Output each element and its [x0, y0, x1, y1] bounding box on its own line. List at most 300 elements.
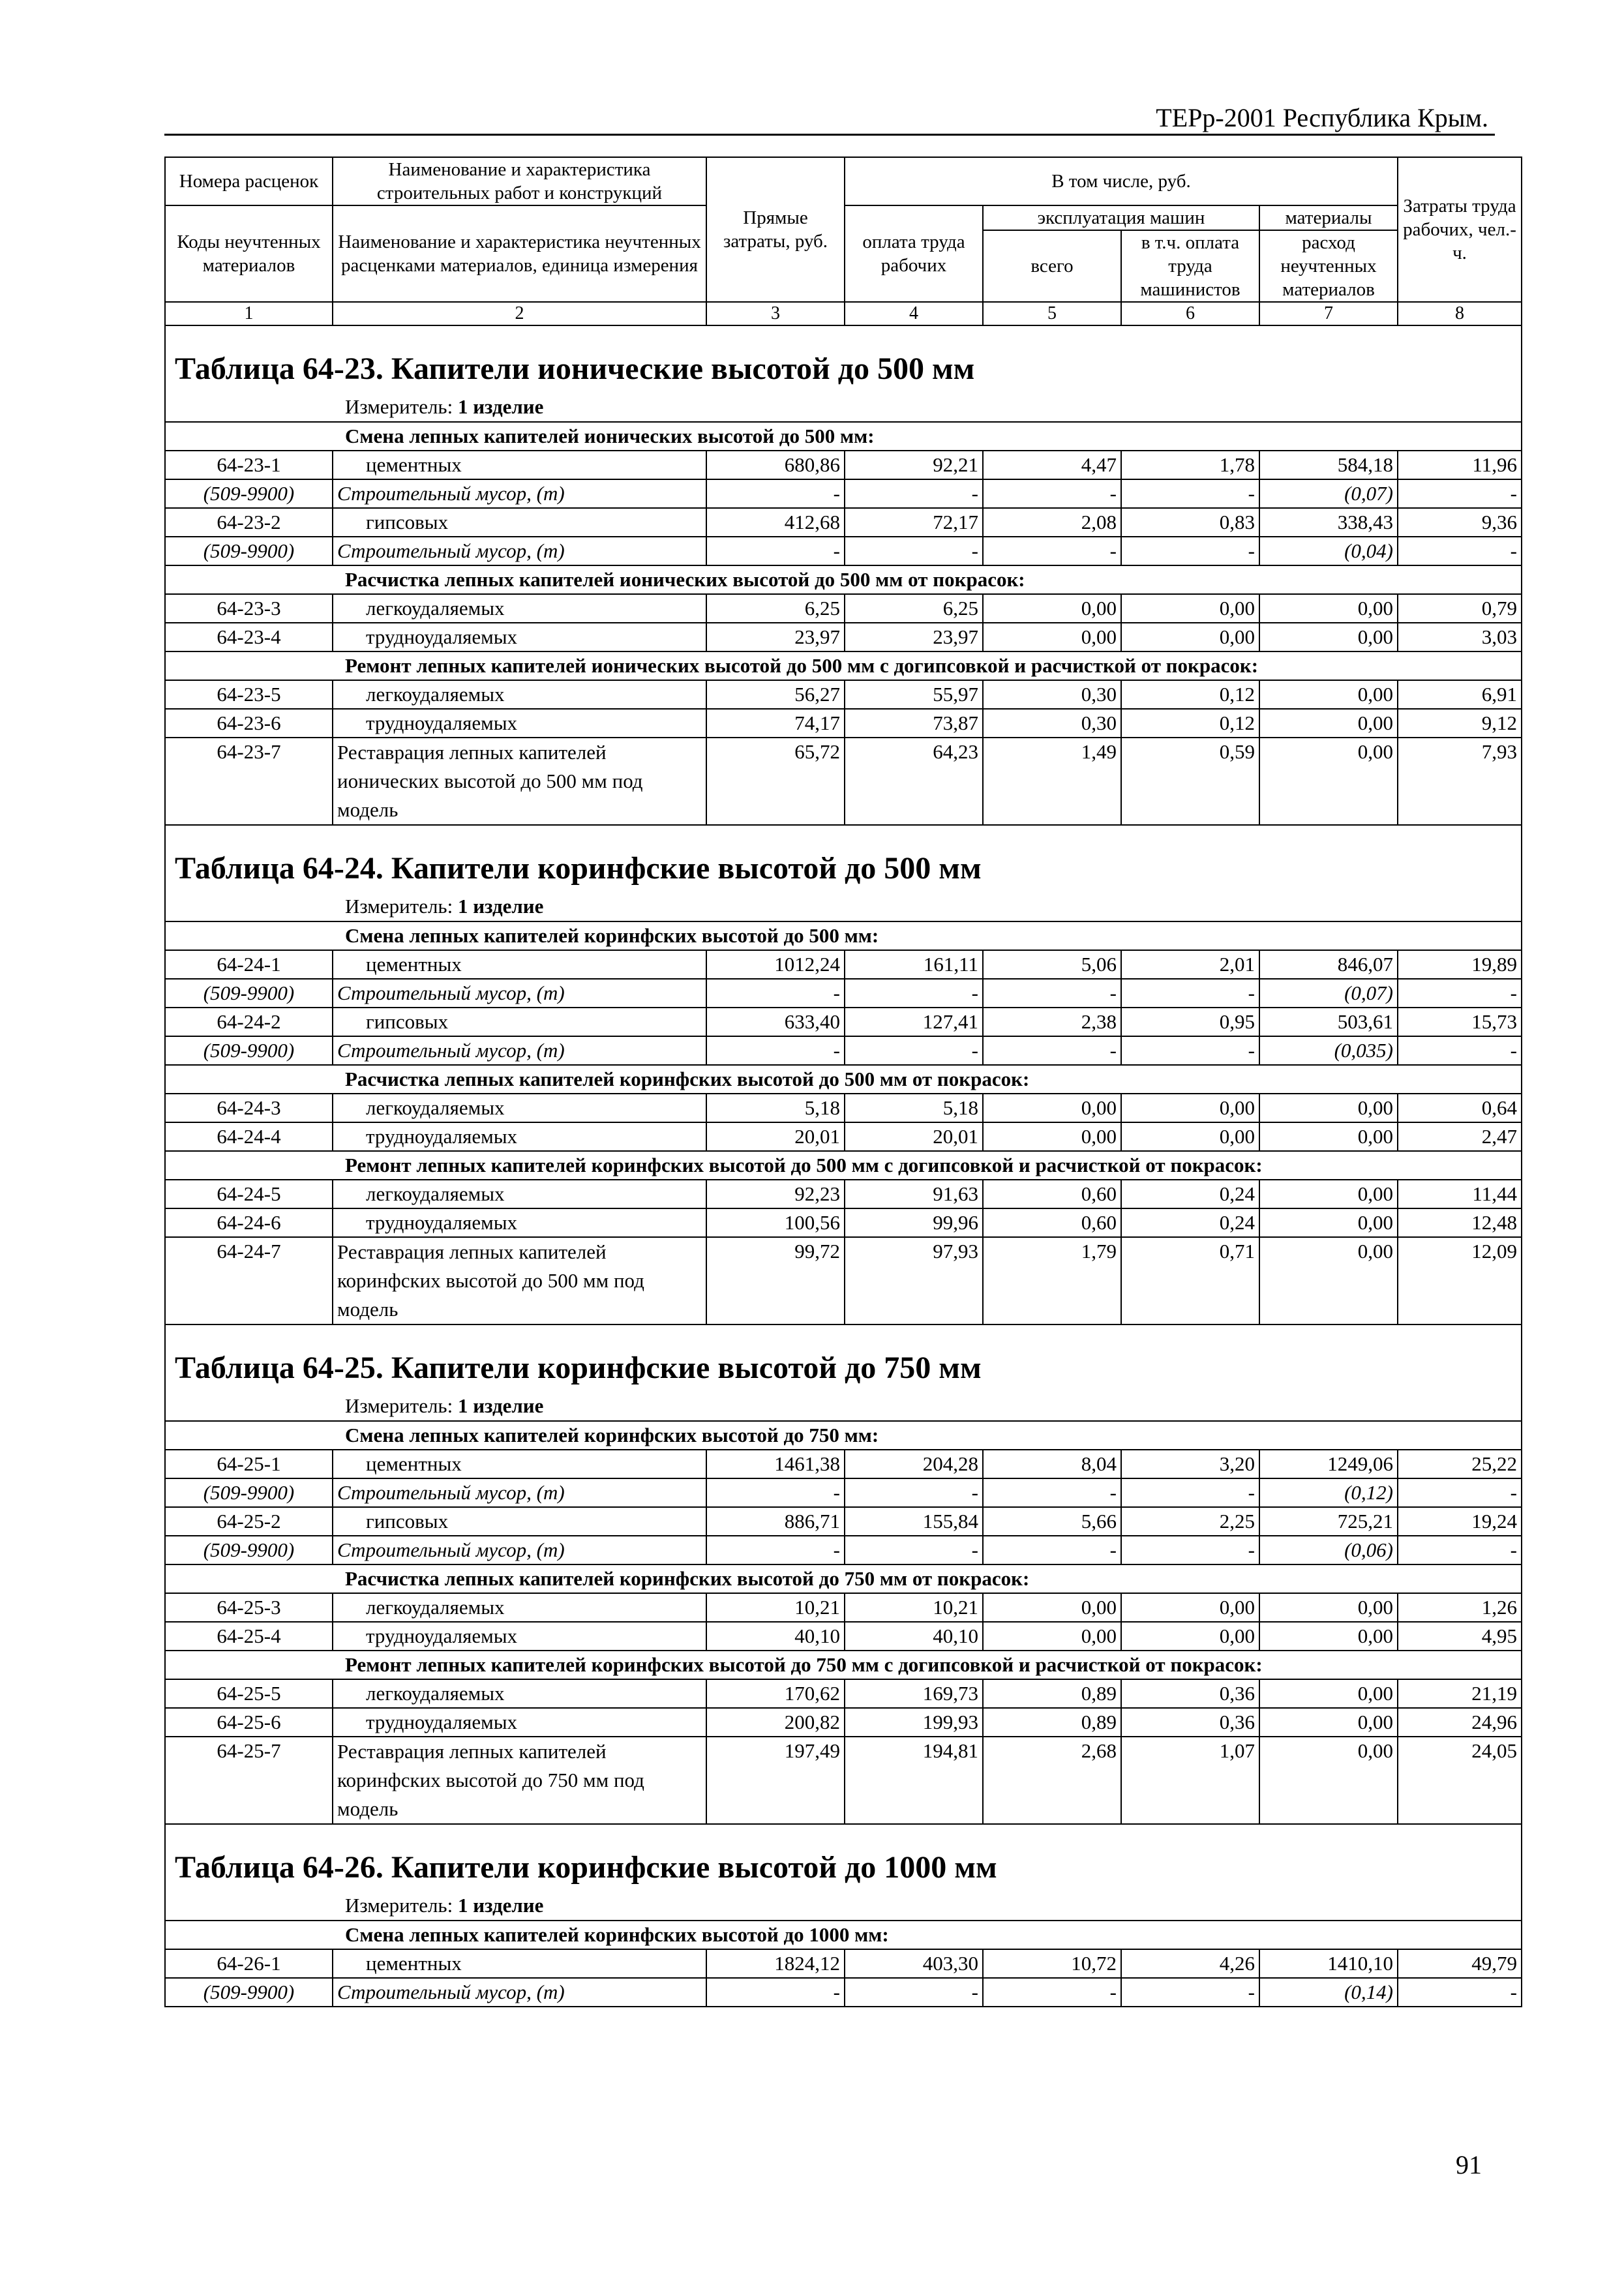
section-header-row	[165, 565, 1522, 594]
running-header	[164, 101, 1495, 136]
value-cell: 0,60	[983, 1180, 1121, 1208]
value-cell: 40,10	[845, 1622, 983, 1651]
material-value: -	[845, 1036, 983, 1065]
header-material-consumption: расход неучтенных материалов	[1259, 230, 1398, 302]
rate-code: 64-25-5	[165, 1679, 333, 1708]
value-cell: 7,93	[1398, 738, 1522, 825]
value-cell: 72,17	[845, 508, 983, 537]
material-code: (509-9900)	[165, 1536, 333, 1564]
material-code: (509-9900)	[165, 1978, 333, 2007]
value-cell: 0,60	[983, 1208, 1121, 1237]
material-value: -	[706, 1036, 845, 1065]
header-including-group: В том числе, руб.	[845, 157, 1398, 205]
header-material-name: Наименование и характеристика неучтенных расценками материалов, единица измерения	[333, 205, 706, 302]
value-cell: 0,59	[1121, 738, 1259, 825]
section-header-row	[165, 651, 1522, 680]
material-value: -	[845, 479, 983, 508]
material-value: -	[1121, 1536, 1259, 1564]
value-cell: 886,71	[706, 1507, 845, 1536]
rate-code: 64-26-1	[165, 1949, 333, 1978]
rate-code: 64-25-2	[165, 1507, 333, 1536]
measure-value: 1 изделие	[457, 1894, 544, 1917]
value-cell: 12,09	[1398, 1237, 1522, 1324]
material-value: -	[845, 1478, 983, 1507]
section-header-row	[165, 1921, 1522, 1949]
table-title-row	[165, 1324, 1522, 1392]
table-title-row	[165, 825, 1522, 892]
value-cell: 0,64	[1398, 1094, 1522, 1122]
value-cell: 23,97	[706, 623, 845, 651]
value-cell: 0,00	[983, 1094, 1121, 1122]
table-row	[165, 508, 1522, 537]
material-code: (509-9900)	[165, 479, 333, 508]
value-cell: 197,49	[706, 1737, 845, 1824]
material-value: -	[983, 1536, 1121, 1564]
value-cell: 0,36	[1121, 1708, 1259, 1737]
value-cell: 4,47	[983, 451, 1121, 479]
table-row	[165, 1450, 1522, 1478]
value-cell: 204,28	[845, 1450, 983, 1478]
value-cell: 2,01	[1121, 950, 1259, 979]
value-cell: 0,00	[1259, 1094, 1398, 1122]
value-cell: 0,00	[1259, 1180, 1398, 1208]
section-header-row	[165, 1421, 1522, 1450]
material-value: -	[1398, 1536, 1522, 1564]
material-row	[165, 537, 1522, 565]
material-row	[165, 479, 1522, 508]
material-value: -	[1121, 1036, 1259, 1065]
material-value: -	[983, 1036, 1121, 1065]
value-cell: 4,95	[1398, 1622, 1522, 1651]
work-name: трудноудаляемых	[333, 1208, 706, 1237]
value-cell: 0,00	[1259, 594, 1398, 623]
measure-value: 1 изделие	[457, 395, 544, 418]
material-value: -	[983, 1978, 1121, 2007]
header-direct-costs: Прямые затраты, руб.	[706, 157, 845, 302]
material-value: -	[706, 1536, 845, 1564]
value-cell: 0,00	[1121, 1622, 1259, 1651]
table-row	[165, 1593, 1522, 1622]
material-code: (509-9900)	[165, 1478, 333, 1507]
value-cell: 25,22	[1398, 1450, 1522, 1478]
work-name: трудноудаляемых	[333, 623, 706, 651]
material-value: (0,04)	[1259, 537, 1398, 565]
value-cell: 73,87	[845, 709, 983, 738]
value-cell: 403,30	[845, 1949, 983, 1978]
material-value: (0,12)	[1259, 1478, 1398, 1507]
rate-code: 64-25-3	[165, 1593, 333, 1622]
value-cell: 5,18	[706, 1094, 845, 1122]
material-value: (0,07)	[1259, 979, 1398, 1008]
value-cell: 2,47	[1398, 1122, 1522, 1151]
work-name: трудноудаляемых	[333, 709, 706, 738]
value-cell: 412,68	[706, 508, 845, 537]
rate-code: 64-23-7	[165, 738, 333, 825]
work-name: цементных	[333, 1450, 706, 1478]
section-header-row	[165, 1564, 1522, 1593]
value-cell: 4,26	[1121, 1949, 1259, 1978]
value-cell: 0,00	[983, 594, 1121, 623]
column-number-row	[165, 302, 1522, 325]
page-number: 91	[1456, 2150, 1482, 2179]
work-name: легкоудаляемых	[333, 1593, 706, 1622]
column-number: 3	[706, 302, 845, 325]
value-cell: 0,12	[1121, 709, 1259, 738]
value-cell: 97,93	[845, 1237, 983, 1324]
table-body	[165, 157, 1522, 2007]
value-cell: 5,66	[983, 1507, 1121, 1536]
header-labor-hours: Затраты труда рабочих, чел.-ч.	[1398, 157, 1522, 302]
value-cell: 6,91	[1398, 680, 1522, 709]
value-cell: 0,89	[983, 1708, 1121, 1737]
material-name: Строительный мусор, (т)	[333, 1536, 706, 1564]
section-title: Смена лепных капителей ионических высотой до 500 мм:	[165, 422, 1522, 451]
work-name: Реставрация лепных капителей ионических высотой до 500 мм под модель	[333, 738, 706, 825]
value-cell: 2,08	[983, 508, 1121, 537]
material-value: -	[1121, 979, 1259, 1008]
value-cell: 1,78	[1121, 451, 1259, 479]
rate-code: 64-24-6	[165, 1208, 333, 1237]
work-name: Реставрация лепных капителей коринфских высотой до 750 мм под модель	[333, 1737, 706, 1824]
value-cell: 5,06	[983, 950, 1121, 979]
measure-label: Измеритель:	[345, 1394, 453, 1417]
value-cell: 0,00	[983, 623, 1121, 651]
value-cell: 10,72	[983, 1949, 1121, 1978]
value-cell: 99,96	[845, 1208, 983, 1237]
value-cell: 199,93	[845, 1708, 983, 1737]
rate-code: 64-24-2	[165, 1008, 333, 1036]
value-cell: 0,95	[1121, 1008, 1259, 1036]
material-value: -	[1398, 479, 1522, 508]
material-value: -	[706, 479, 845, 508]
section-title: Ремонт лепных капителей ионических высотой до 500 мм с догипсовкой и расчисткой от покрасок:	[165, 651, 1522, 680]
material-name: Строительный мусор, (т)	[333, 537, 706, 565]
column-number: 2	[333, 302, 706, 325]
measure-value: 1 изделие	[457, 1394, 544, 1417]
value-cell: 170,62	[706, 1679, 845, 1708]
value-cell: 0,83	[1121, 508, 1259, 537]
value-cell: 633,40	[706, 1008, 845, 1036]
section-header-row	[165, 1065, 1522, 1094]
header-rate-numbers: Номера расценок	[165, 157, 333, 205]
value-cell: 725,21	[1259, 1507, 1398, 1536]
material-value: -	[845, 979, 983, 1008]
material-row	[165, 1536, 1522, 1564]
material-value: -	[845, 1978, 983, 2007]
value-cell: 0,24	[1121, 1180, 1259, 1208]
material-value: (0,06)	[1259, 1536, 1398, 1564]
section-title: Смена лепных капителей коринфских высотой до 500 мм:	[165, 921, 1522, 950]
rate-code: 64-24-4	[165, 1122, 333, 1151]
value-cell: 74,17	[706, 709, 845, 738]
value-cell: 3,20	[1121, 1450, 1259, 1478]
value-cell: 91,63	[845, 1180, 983, 1208]
header-machines-total: всего	[983, 230, 1121, 302]
section-title: Ремонт лепных капителей коринфских высотой до 750 мм с догипсовкой и расчисткой от покрасок:	[165, 1651, 1522, 1679]
value-cell: 0,00	[1121, 1593, 1259, 1622]
value-cell: 24,05	[1398, 1737, 1522, 1824]
table-row	[165, 1737, 1522, 1824]
table-row	[165, 680, 1522, 709]
table-row	[165, 1008, 1522, 1036]
value-cell: 65,72	[706, 738, 845, 825]
value-cell: 0,00	[1259, 680, 1398, 709]
value-cell: 0,00	[983, 1622, 1121, 1651]
value-cell: 2,68	[983, 1737, 1121, 1824]
table-row	[165, 1949, 1522, 1978]
table-title: Таблица 64-25. Капители коринфские высотой до 750 мм	[165, 1324, 1522, 1392]
value-cell: 21,19	[1398, 1679, 1522, 1708]
value-cell: 0,00	[1121, 1094, 1259, 1122]
material-value: -	[1121, 1978, 1259, 2007]
value-cell: 1824,12	[706, 1949, 845, 1978]
work-name: гипсовых	[333, 508, 706, 537]
value-cell: 0,00	[1259, 1708, 1398, 1737]
value-cell: 0,00	[1121, 623, 1259, 651]
value-cell: 584,18	[1259, 451, 1398, 479]
material-value: -	[1121, 1478, 1259, 1507]
material-name: Строительный мусор, (т)	[333, 979, 706, 1008]
measure-cell	[165, 1891, 1522, 1921]
work-name: легкоудаляемых	[333, 1094, 706, 1122]
section-header-row	[165, 1651, 1522, 1679]
value-cell: 99,72	[706, 1237, 845, 1324]
value-cell: 0,00	[1259, 1622, 1398, 1651]
rate-code: 64-25-4	[165, 1622, 333, 1651]
value-cell: 155,84	[845, 1507, 983, 1536]
value-cell: 23,97	[845, 623, 983, 651]
material-value: -	[983, 479, 1121, 508]
rate-code: 64-23-5	[165, 680, 333, 709]
value-cell: 169,73	[845, 1679, 983, 1708]
value-cell: 40,10	[706, 1622, 845, 1651]
value-cell: 11,44	[1398, 1180, 1522, 1208]
rates-table-container	[164, 157, 1521, 2007]
table-row	[165, 1122, 1522, 1151]
table-title: Таблица 64-24. Капители коринфские высотой до 500 мм	[165, 825, 1522, 892]
value-cell: 0,24	[1121, 1208, 1259, 1237]
value-cell: 2,25	[1121, 1507, 1259, 1536]
value-cell: 15,73	[1398, 1008, 1522, 1036]
section-title: Смена лепных капителей коринфских высотой до 1000 мм:	[165, 1921, 1522, 1949]
table-row	[165, 594, 1522, 623]
rate-code: 64-24-5	[165, 1180, 333, 1208]
table-row	[165, 1094, 1522, 1122]
table-row	[165, 1507, 1522, 1536]
material-value: -	[706, 1978, 845, 2007]
table-row	[165, 738, 1522, 825]
work-name: легкоудаляемых	[333, 594, 706, 623]
material-code: (509-9900)	[165, 1036, 333, 1065]
rate-code: 64-23-4	[165, 623, 333, 651]
rate-code: 64-25-1	[165, 1450, 333, 1478]
table-row	[165, 709, 1522, 738]
header-row-1	[165, 157, 1522, 205]
value-cell: 1,49	[983, 738, 1121, 825]
value-cell: 0,00	[1259, 738, 1398, 825]
value-cell: 0,00	[1259, 1122, 1398, 1151]
value-cell: 127,41	[845, 1008, 983, 1036]
material-value: -	[706, 979, 845, 1008]
value-cell: 0,00	[1259, 1208, 1398, 1237]
value-cell: 846,07	[1259, 950, 1398, 979]
column-number: 8	[1398, 302, 1522, 325]
rate-code: 64-25-7	[165, 1737, 333, 1824]
material-name: Строительный мусор, (т)	[333, 1036, 706, 1065]
header-work-name: Наименование и характеристика строительных работ и конструкций	[333, 157, 706, 205]
rate-code: 64-24-3	[165, 1094, 333, 1122]
table-row	[165, 1679, 1522, 1708]
table-row	[165, 1180, 1522, 1208]
value-cell: 20,01	[706, 1122, 845, 1151]
value-cell: 1,79	[983, 1237, 1121, 1324]
table-row	[165, 950, 1522, 979]
work-name: цементных	[333, 1949, 706, 1978]
value-cell: 0,30	[983, 680, 1121, 709]
value-cell: 24,96	[1398, 1708, 1522, 1737]
work-name: Реставрация лепных капителей коринфских высотой до 500 мм под модель	[333, 1237, 706, 1324]
measure-label: Измеритель:	[345, 895, 453, 918]
work-name: легкоудаляемых	[333, 1180, 706, 1208]
material-value: -	[983, 979, 1121, 1008]
material-value: -	[1398, 537, 1522, 565]
column-number: 5	[983, 302, 1121, 325]
value-cell: 194,81	[845, 1737, 983, 1824]
rates-table	[164, 157, 1522, 2007]
value-cell: 0,00	[1259, 1679, 1398, 1708]
table-row	[165, 1208, 1522, 1237]
work-name: цементных	[333, 950, 706, 979]
value-cell: 0,00	[983, 1593, 1121, 1622]
value-cell: 0,00	[1259, 709, 1398, 738]
work-name: легкоудаляемых	[333, 1679, 706, 1708]
section-header-row	[165, 1151, 1522, 1180]
section-header-row	[165, 921, 1522, 950]
work-name: трудноудаляемых	[333, 1708, 706, 1737]
work-name: гипсовых	[333, 1507, 706, 1536]
value-cell: 5,18	[845, 1094, 983, 1122]
value-cell: 19,24	[1398, 1507, 1522, 1536]
material-row	[165, 1036, 1522, 1065]
table-row	[165, 1708, 1522, 1737]
material-value: -	[706, 1478, 845, 1507]
value-cell: 6,25	[706, 594, 845, 623]
section-header-row	[165, 422, 1522, 451]
measure-label: Измеритель:	[345, 1894, 453, 1917]
material-code: (509-9900)	[165, 537, 333, 565]
table-title-row	[165, 325, 1522, 393]
rate-code: 64-24-1	[165, 950, 333, 979]
value-cell: 0,36	[1121, 1679, 1259, 1708]
value-cell: 503,61	[1259, 1008, 1398, 1036]
material-value: -	[1121, 479, 1259, 508]
column-number: 4	[845, 302, 983, 325]
value-cell: 0,89	[983, 1679, 1121, 1708]
work-name: цементных	[333, 451, 706, 479]
value-cell: 8,04	[983, 1450, 1121, 1478]
section-title: Расчистка лепных капителей коринфских высотой до 500 мм от покрасок:	[165, 1065, 1522, 1094]
header-worker-wages: оплата труда рабочих	[845, 205, 983, 302]
table-title: Таблица 64-23. Капители ионические высотой до 500 мм	[165, 325, 1522, 393]
rate-code: 64-23-3	[165, 594, 333, 623]
table-row	[165, 623, 1522, 651]
value-cell: 0,00	[983, 1122, 1121, 1151]
material-name: Строительный мусор, (т)	[333, 1478, 706, 1507]
material-value: -	[1398, 1978, 1522, 2007]
column-number: 7	[1259, 302, 1398, 325]
header-machine-operation: эксплуатация машин	[983, 205, 1259, 230]
table-row	[165, 1622, 1522, 1651]
value-cell: 0,00	[1259, 1237, 1398, 1324]
value-cell: 1461,38	[706, 1450, 845, 1478]
measure-cell	[165, 393, 1522, 422]
rate-code: 64-23-6	[165, 709, 333, 738]
value-cell: 0,71	[1121, 1237, 1259, 1324]
rate-code: 64-23-1	[165, 451, 333, 479]
value-cell: 0,00	[1259, 1737, 1398, 1824]
value-cell: 1410,10	[1259, 1949, 1398, 1978]
value-cell: 11,96	[1398, 451, 1522, 479]
material-value: -	[983, 1478, 1121, 1507]
value-cell: 10,21	[706, 1593, 845, 1622]
value-cell: 0,00	[1121, 594, 1259, 623]
section-title: Расчистка лепных капителей коринфских высотой до 750 мм от покрасок:	[165, 1564, 1522, 1593]
rate-code: 64-25-6	[165, 1708, 333, 1737]
material-value: -	[1398, 979, 1522, 1008]
measure-label: Измеритель:	[345, 395, 453, 418]
value-cell: 92,23	[706, 1180, 845, 1208]
value-cell: 680,86	[706, 451, 845, 479]
material-name: Строительный мусор, (т)	[333, 1978, 706, 2007]
value-cell: 49,79	[1398, 1949, 1522, 1978]
work-name: трудноудаляемых	[333, 1122, 706, 1151]
material-row	[165, 979, 1522, 1008]
value-cell: 6,25	[845, 594, 983, 623]
value-cell: 1012,24	[706, 950, 845, 979]
value-cell: 0,00	[1259, 623, 1398, 651]
material-row	[165, 1478, 1522, 1507]
value-cell: 10,21	[845, 1593, 983, 1622]
rate-code: 64-24-7	[165, 1237, 333, 1324]
value-cell: 2,38	[983, 1008, 1121, 1036]
work-name: легкоудаляемых	[333, 680, 706, 709]
material-value: (0,035)	[1259, 1036, 1398, 1065]
value-cell: 100,56	[706, 1208, 845, 1237]
measure-row	[165, 1891, 1522, 1921]
value-cell: 9,36	[1398, 508, 1522, 537]
measure-row	[165, 393, 1522, 422]
document-title: ТЕРр-2001 Республика Крым.	[1156, 103, 1488, 132]
column-number: 6	[1121, 302, 1259, 325]
section-title: Смена лепных капителей коринфских высотой до 750 мм:	[165, 1421, 1522, 1450]
value-cell: 0,00	[1121, 1122, 1259, 1151]
table-title-row	[165, 1824, 1522, 1891]
material-value: -	[1121, 537, 1259, 565]
value-cell: 19,89	[1398, 950, 1522, 979]
material-value: -	[983, 537, 1121, 565]
section-title: Ремонт лепных капителей коринфских высотой до 500 мм с догипсовкой и расчисткой от покрасок:	[165, 1151, 1522, 1180]
material-value: -	[1398, 1036, 1522, 1065]
measure-row	[165, 1392, 1522, 1421]
value-cell: 161,11	[845, 950, 983, 979]
header-material-codes: Коды неучтенных материалов	[165, 205, 333, 302]
value-cell: 64,23	[845, 738, 983, 825]
material-value: -	[845, 1536, 983, 1564]
material-value: (0,14)	[1259, 1978, 1398, 2007]
rate-code: 64-23-2	[165, 508, 333, 537]
value-cell: 92,21	[845, 451, 983, 479]
header-materials: материалы	[1259, 205, 1398, 230]
